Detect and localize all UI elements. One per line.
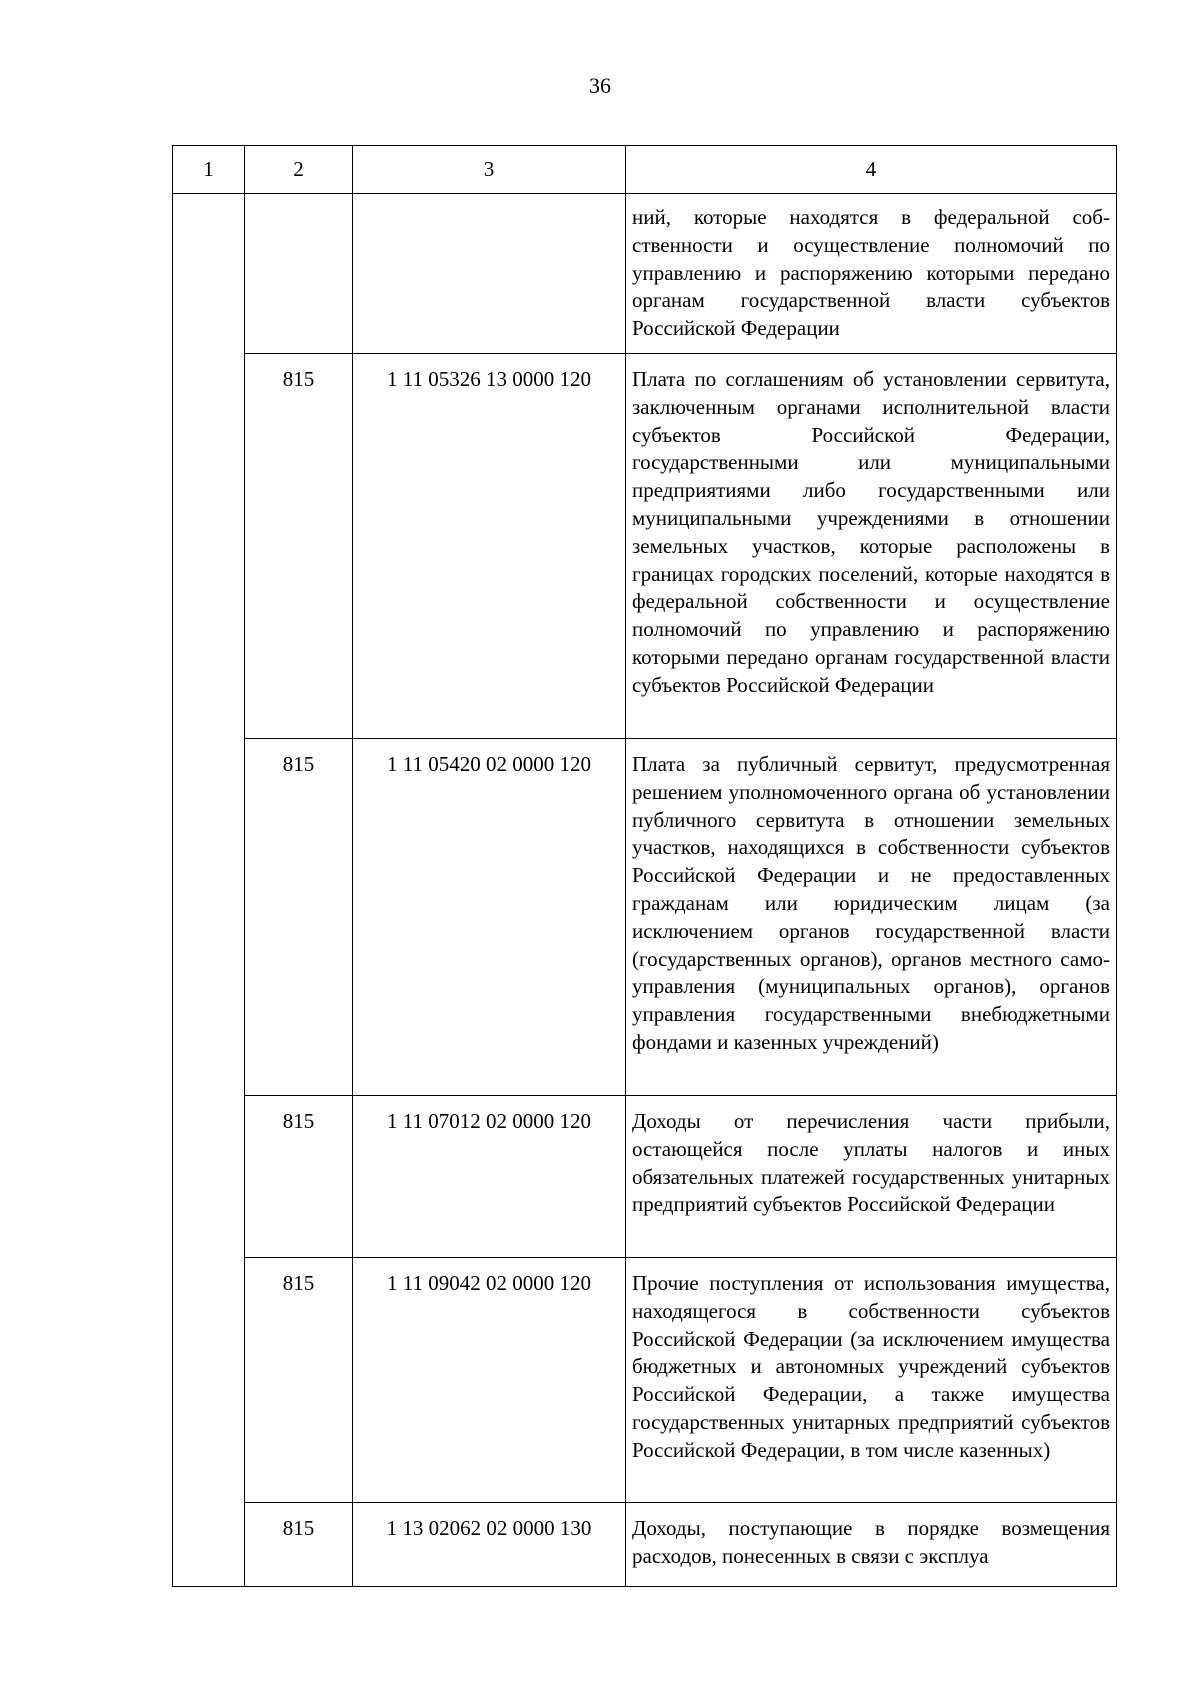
cell-description: Доходы, поступающие в порядке возмещения расходов, понесенных в связи с эксплуа <box>626 1502 1117 1586</box>
cell-description: ний, которые находятся в федеральной собственности и осуществление полномочий по управлению и распоряжению которыми передано органам государственной власти субъектов Российской Федерации <box>626 194 1117 354</box>
table-row <box>173 1095 1117 1257</box>
cell-admin-code: 815 <box>245 1095 353 1257</box>
header-col-3: 3 <box>353 146 626 194</box>
table-row <box>173 738 1117 1095</box>
cell-revenue-code: 1 11 05326 13 0000 120 <box>353 353 626 738</box>
cell-group <box>173 353 245 738</box>
cell-revenue-code: 1 11 09042 02 0000 120 <box>353 1257 626 1502</box>
cell-description: Плата за публичный сервитут, предусмотренная решением уполномоченного органа об установлении публичного сервитута в отношении земельных участков, находящихся в собственности субъектов Российской Федерации и не предоставленных гражданам или юридическим лицам (за исключением органов государственной власти (государственных органов), органов местного самоуправления (муниципальных органов), органов управления государственными внебюджетными фондами и казенных учреждений) <box>626 738 1117 1095</box>
cell-description: Прочие поступления от использования имущества, находящегося в собственности субъектов Российской Федерации (за исключением имущества бюджетных и автономных учреждений субъектов Российской Федерации, а также имущества государственных унитарных предприятий субъектов Российской Федерации, в том числе казенных) <box>626 1257 1117 1502</box>
cell-group <box>173 1502 245 1586</box>
table-header-row <box>173 146 1117 194</box>
page-number: 36 <box>589 73 611 98</box>
cell-description: Плата по соглашениям об установлении сервитута, заключенным органами исполнительной власти субъектов Российской Федерации, государственными или муниципальными предприятиями либо государственными или муниципальными учреждениями в отношении земельных участков, которые расположены в границах городских поселений, которые находятся в федеральной собственности и осуществление полномочий по управлению и распоряжению которыми передано органам государственной власти субъектов Российской Федерации <box>626 353 1117 738</box>
cell-admin-code: 815 <box>245 738 353 1095</box>
cell-admin-code <box>245 194 353 354</box>
revenue-codes-table <box>172 145 1117 1587</box>
table-row <box>173 1502 1117 1586</box>
cell-description: Доходы от перечисления части прибыли, остающейся после уплаты налогов и иных обязательных платежей государственных унитарных предприятий субъектов Российской Федерации <box>626 1095 1117 1257</box>
cell-group <box>173 738 245 1095</box>
table-row <box>173 194 1117 354</box>
cell-group <box>173 1257 245 1502</box>
cell-group <box>173 194 245 354</box>
cell-admin-code: 815 <box>245 353 353 738</box>
cell-revenue-code: 1 11 05420 02 0000 120 <box>353 738 626 1095</box>
cell-admin-code: 815 <box>245 1257 353 1502</box>
table-row <box>173 1257 1117 1502</box>
cell-revenue-code: 1 13 02062 02 0000 130 <box>353 1502 626 1586</box>
cell-group <box>173 1095 245 1257</box>
table-row <box>173 353 1117 738</box>
header-col-2: 2 <box>245 146 353 194</box>
header-col-1: 1 <box>173 146 245 194</box>
cell-admin-code: 815 <box>245 1502 353 1586</box>
cell-revenue-code: 1 11 07012 02 0000 120 <box>353 1095 626 1257</box>
header-col-4: 4 <box>626 146 1117 194</box>
cell-revenue-code <box>353 194 626 354</box>
